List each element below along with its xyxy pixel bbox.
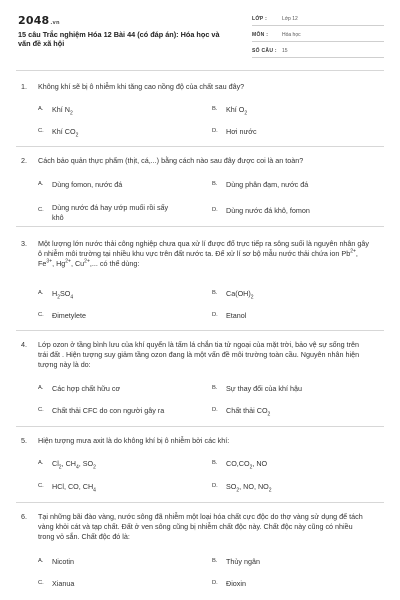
answer-option[interactable] (212, 289, 377, 309)
answer-option[interactable] (38, 105, 203, 125)
answer-option[interactable] (212, 206, 377, 226)
option-text: $SO_2$, NO, $NO_2$ (226, 482, 272, 494)
answer-option[interactable] (38, 482, 203, 502)
answer-option[interactable] (212, 311, 377, 331)
option-letter: D. (212, 483, 218, 489)
option-letter: B. (212, 460, 218, 466)
logo-suffix: .vn (50, 20, 60, 26)
option-letter: B. (212, 558, 218, 564)
option-text: $CO,CO_2$, NO (226, 459, 268, 471)
option-text: Xianua (52, 579, 75, 588)
question-number: 2. (21, 156, 27, 165)
option-letter: B. (212, 290, 218, 296)
option-letter: A. (38, 385, 44, 391)
option-letter: B. (212, 106, 218, 112)
question-number: 6. (21, 512, 27, 521)
meta-panel (252, 12, 384, 60)
option-text: Các hợp chất hữu cơ (52, 384, 121, 393)
meta-row-count (252, 44, 384, 58)
header-divider (16, 70, 384, 71)
answer-option[interactable] (212, 105, 377, 125)
meta-row-grade (252, 12, 384, 26)
meta-value: Hóa học (282, 32, 301, 38)
option-text: Thủy ngân (226, 557, 260, 566)
option-text: Chất thải $CO_2$ (226, 406, 271, 418)
option-letter: C. (38, 207, 44, 213)
answer-option[interactable] (212, 579, 377, 599)
answer-option[interactable] (38, 180, 203, 200)
answer-option[interactable] (212, 459, 377, 479)
option-text: HCl, CO, $CH_4$ (52, 482, 96, 494)
answer-option[interactable] (38, 289, 203, 309)
question-text: Không khí sẽ bị ô nhiễm khi tăng cao nồng độ của chất sau đây? (38, 82, 245, 91)
option-text: Khí $O_2$ (226, 105, 248, 117)
option-text: Khí $CO_2$ (52, 127, 79, 139)
answer-option[interactable] (38, 311, 203, 331)
option-letter: C. (38, 312, 44, 318)
option-letter: D. (212, 128, 218, 134)
option-letter: A. (38, 106, 44, 112)
option-text: Dùng phân đạm, nước đá (226, 180, 309, 189)
option-text: Sự thay đổi của khí hậu (226, 384, 302, 393)
question-text: Tại những bãi đào vàng, nước sông đã nhiễm một loại hóa chất cực độc do thợ vàng sử dụng để tách vàng khỏi cát và tạp chất. Đất ở ven sông cũng bị nhiễm chất độc này. Chất độc này cũng có nhiều trong vỏ sắn. Chất độc đó là: (38, 512, 363, 542)
question-number: 1. (21, 82, 27, 91)
option-text: Chất thải CFC do con người gây ra (52, 406, 165, 415)
question-divider (16, 426, 384, 427)
logo-text: 2048 (18, 14, 50, 27)
option-text: Dùng nước đá hay ướp muối rồi sấy khô (52, 203, 169, 222)
option-text: Khí $N_2$ (52, 105, 73, 117)
option-text: $Ca(OH)_2$ (226, 289, 254, 301)
question-number: 4. (21, 340, 27, 349)
document-title: 15 câu Trắc nghiệm Hóa 12 Bài 44 (có đáp án): Hóa học và vấn đề xã hội (18, 30, 220, 49)
answer-option[interactable] (212, 384, 377, 404)
answer-option[interactable] (212, 180, 377, 200)
question-divider (16, 226, 384, 227)
option-text: Dùng fomon, nước đá (52, 180, 123, 189)
answer-option[interactable] (38, 127, 203, 147)
answer-option[interactable] (38, 459, 203, 479)
option-letter: A. (38, 290, 44, 296)
option-letter: D. (212, 580, 218, 586)
question-number: 3. (21, 239, 27, 248)
answer-option[interactable] (212, 482, 377, 502)
question-text: Một lượng lớn nước thải công nghiệp chưa qua xử lí được đổ trực tiếp ra sông suối là nguyên nhân gây ô nhiễm môi trường tại nhiều khu vực trên đất nước ta. Để xử lí sơ bộ mẫu nước thải chứa ion $Pb^{2+}$, $Fe^{3+}$, $Hg^{2+}$, $Cu^{2+}$,... có thể dùng: (38, 239, 370, 269)
option-letter: A. (38, 558, 44, 564)
meta-label: LỚP : (252, 16, 268, 22)
option-text: Hơi nước (226, 127, 257, 136)
option-letter: D. (212, 407, 218, 413)
question-text: Hiện tượng mưa axit là do không khí bị ô nhiễm bởi các khí: (38, 436, 230, 445)
option-letter: B. (212, 385, 218, 391)
question-text: Cách bảo quản thực phẩm (thịt, cá,...) bằng cách nào sau đây được coi là an toàn? (38, 156, 304, 165)
meta-row-subject (252, 28, 384, 42)
option-text: $Cl_2$, $CH_4$, $SO_2$ (52, 459, 96, 471)
answer-option[interactable] (38, 203, 203, 223)
meta-value: 15 (282, 48, 288, 54)
option-text: Etanol (226, 311, 247, 320)
option-text: Dùng nước đá khô, fomon (226, 206, 310, 215)
answer-option[interactable] (38, 557, 203, 577)
page-header (0, 0, 400, 70)
meta-label: MÔN : (252, 32, 269, 38)
question-divider (16, 502, 384, 503)
answer-option[interactable] (212, 557, 377, 577)
answer-option[interactable] (38, 384, 203, 404)
option-text: Nicotin (52, 557, 74, 566)
option-text: $H_2SO_4$ (52, 289, 74, 301)
option-letter: A. (38, 460, 44, 466)
option-letter: C. (38, 128, 44, 134)
question-divider (16, 146, 384, 147)
answer-option[interactable] (38, 579, 203, 599)
option-letter: D. (212, 312, 218, 318)
answer-option[interactable] (212, 406, 377, 426)
meta-label: SỐ CÂU : (252, 48, 277, 54)
option-letter: B. (212, 181, 218, 187)
answer-option[interactable] (212, 127, 377, 147)
option-letter: A. (38, 181, 44, 187)
option-letter: C. (38, 407, 44, 413)
option-text: Đioxin (226, 579, 246, 588)
option-letter: C. (38, 483, 44, 489)
site-logo[interactable] (18, 14, 60, 27)
question-number: 5. (21, 436, 27, 445)
question-divider (16, 330, 384, 331)
question-text: Lớp ozon ở tầng bình lưu của khí quyển là tấm lá chắn tia tử ngoại của mặt trời, bảo vệ sự sống trên trái đất . Hiện tượng suy giảm tầng ozon đang là một vấn đề môi trường toàn cầu. Nguyên nhân hiện tượng này là do: (38, 340, 360, 370)
meta-value: Lớp 12 (282, 16, 298, 22)
option-letter: C. (38, 580, 44, 586)
option-letter: D. (212, 207, 218, 213)
option-text: Đimetylete (52, 311, 86, 320)
answer-option[interactable] (38, 406, 203, 426)
